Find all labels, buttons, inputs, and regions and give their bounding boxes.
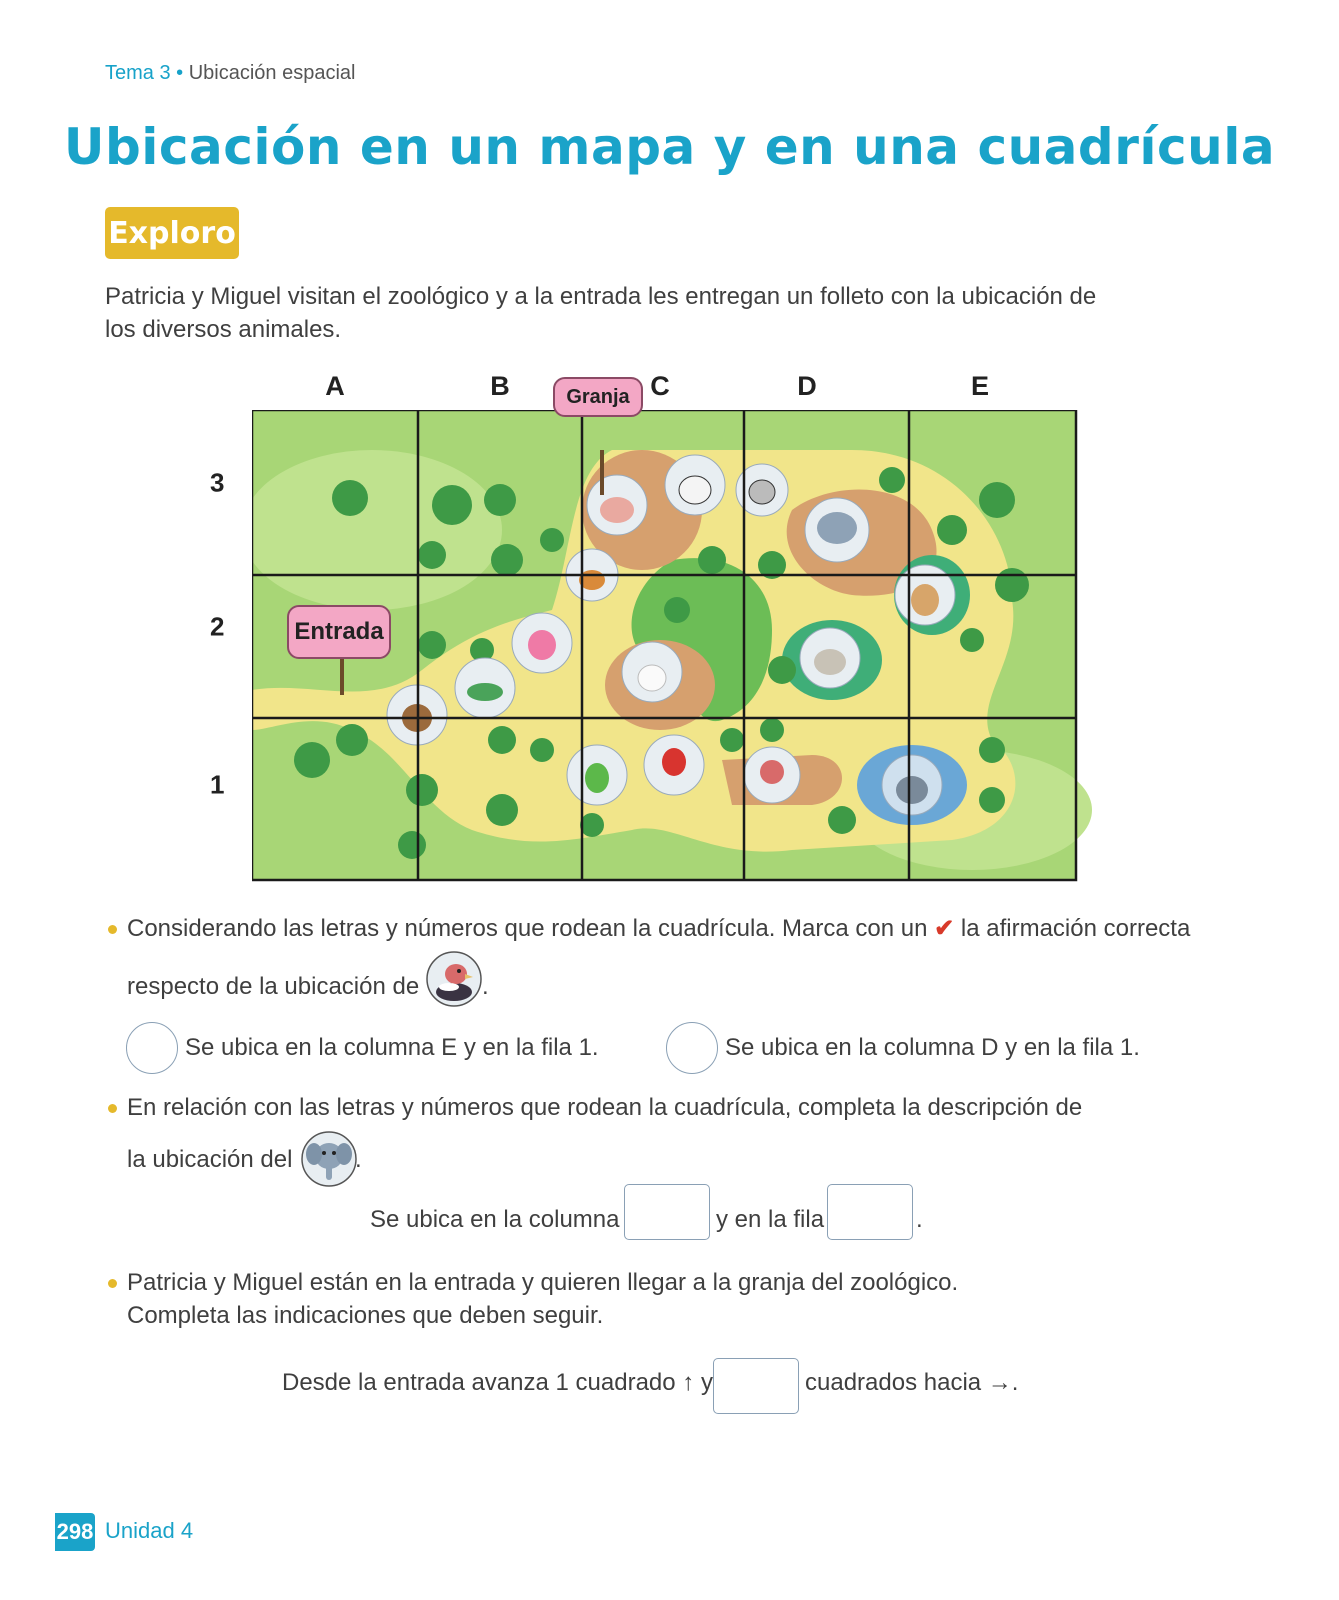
grass-patch <box>252 450 502 610</box>
section-badge: Exploro <box>105 207 239 259</box>
column-label-a: A <box>325 371 345 401</box>
question-2-sentence-a: Se ubica en la columna <box>370 1206 620 1233</box>
entrada-sign <box>287 605 391 659</box>
topic-subtitle: Ubicación espacial <box>188 62 356 84</box>
row-label-1: 1 <box>210 769 225 800</box>
squares-answer-box[interactable] <box>713 1358 799 1414</box>
question-3-line-1: Patricia y Miguel están en la entrada y quieren llegar a la granja del zoológico. <box>127 1269 959 1296</box>
header-separator: • <box>176 62 184 84</box>
column-label-c: C <box>650 371 670 401</box>
option-2-label: Se ubica en la columna D y en la fila 1. <box>725 1034 1140 1061</box>
question-2-sentence-end: . <box>916 1206 923 1233</box>
page-title: Ubicación en un mapa y en una cuadrícula <box>63 118 1276 176</box>
question-3-sentence-a: Desde la entrada avanza 1 cuadrado ↑ y <box>282 1369 713 1396</box>
elephant-icon <box>300 1130 358 1188</box>
condor-icon <box>425 950 483 1008</box>
question-3-line-2: Completa las indicaciones que deben seguir. <box>127 1302 604 1329</box>
question-1-text-a: Considerando las letras y números que rodean la cuadrícula. Marca con un <box>127 915 928 942</box>
option-1-radio[interactable] <box>126 1022 178 1074</box>
question-2-line-2: la ubicación del <box>127 1146 293 1173</box>
question-1-text-b: la afirmación correcta <box>960 915 1191 942</box>
intro-paragraph: Patricia y Miguel visitan el zoológico y a la entrada les entregan un folleto con la ubicación de los diversos animales. <box>105 283 1097 343</box>
column-answer-box[interactable] <box>624 1184 710 1240</box>
page-number: 298 <box>55 1513 95 1551</box>
question-2-line-1: En relación con las letras y números que rodean la cuadrícula, completa la descripción de <box>127 1094 1083 1121</box>
bullet-3 <box>108 1279 117 1288</box>
question-1-line-1 <box>127 912 1277 945</box>
zoo-map <box>190 365 1110 905</box>
bullet-2 <box>108 1104 117 1113</box>
column-label-b: B <box>490 371 510 401</box>
granja-sign-label: Granja <box>566 385 630 408</box>
column-label-e: E <box>970 371 990 401</box>
topic-number: Tema 3 <box>105 62 171 84</box>
option-1-label: Se ubica en la columna E y en la fila 1. <box>185 1034 599 1061</box>
row-label-3: 3 <box>210 467 225 498</box>
question-1-end: . <box>482 973 489 1000</box>
question-3-sentence-b: cuadrados hacia →. <box>805 1369 1019 1396</box>
row-label-2: 2 <box>210 611 225 642</box>
entrada-sign-label: Entrada <box>294 618 384 645</box>
option-2-radio[interactable] <box>666 1022 718 1074</box>
column-label-d: D <box>797 371 817 401</box>
row-answer-box[interactable] <box>827 1184 913 1240</box>
question-2-end: . <box>355 1146 362 1173</box>
check-mark-icon: ✔ <box>934 915 955 942</box>
granja-sign <box>553 377 643 417</box>
question-1-line-2 <box>127 970 419 1003</box>
question-1-text-c: respecto de la ubicación de <box>127 973 420 1000</box>
entrada-post <box>340 655 344 695</box>
granja-post <box>600 450 604 495</box>
bullet-1 <box>108 925 117 934</box>
unit-label: Unidad 4 <box>105 1518 194 1543</box>
question-2-sentence-b: y en la fila <box>716 1206 825 1233</box>
page-header <box>105 62 356 85</box>
